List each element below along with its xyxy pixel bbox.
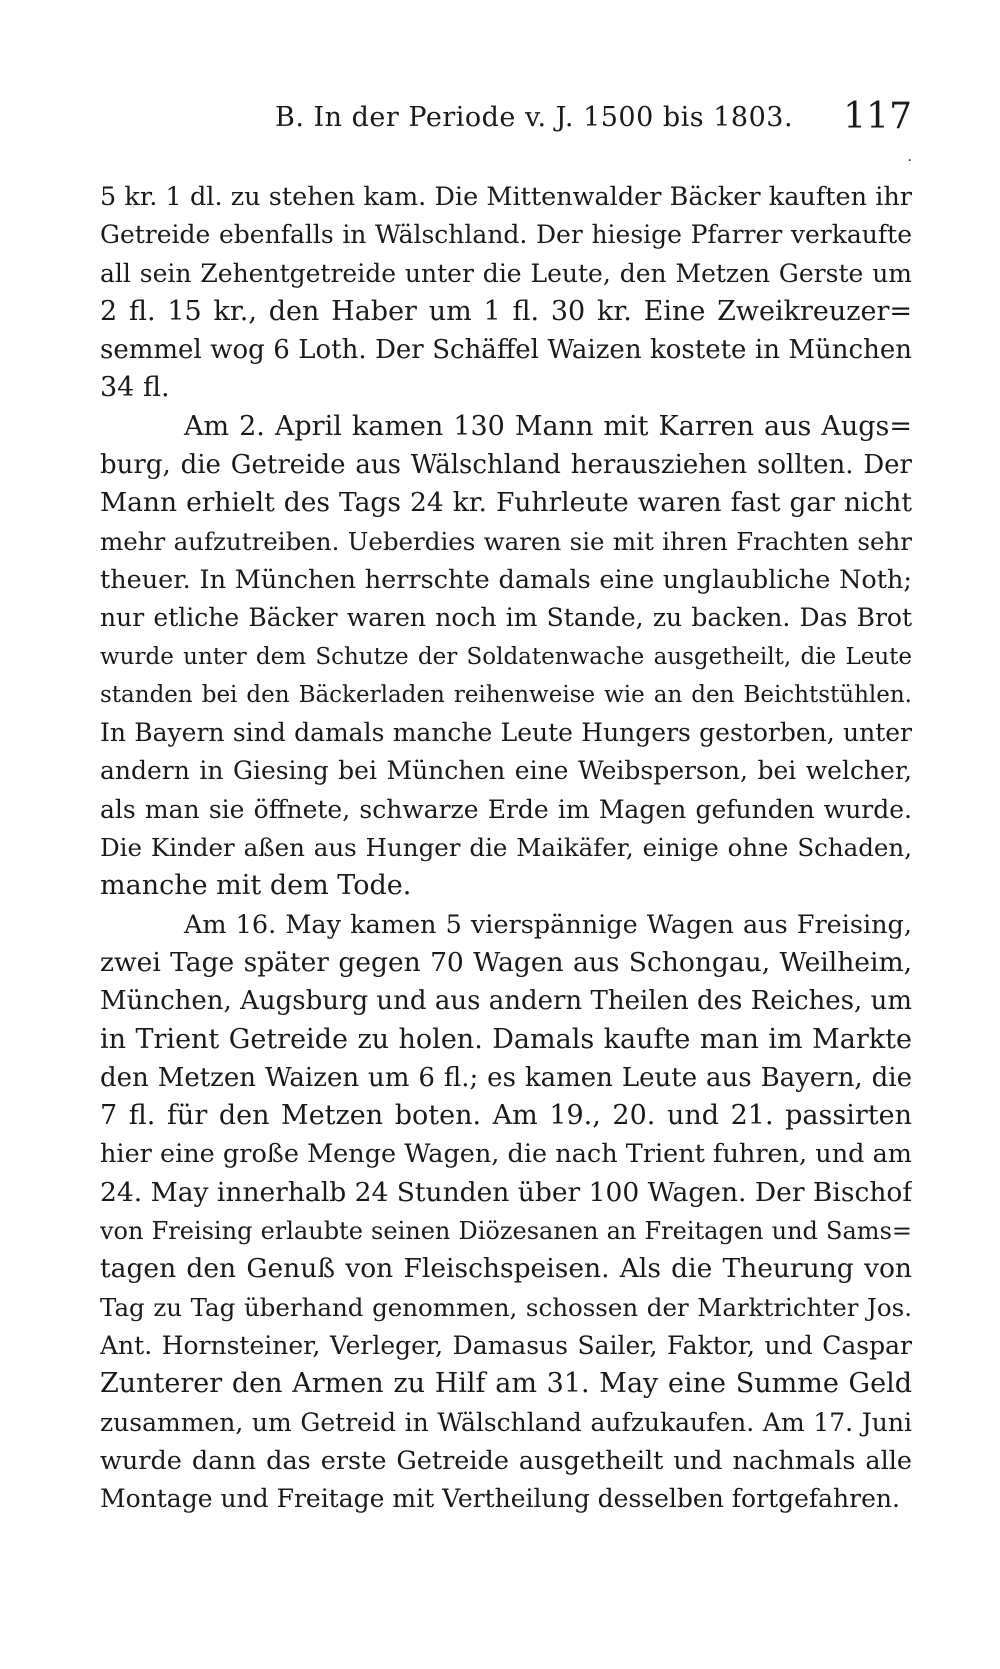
text-line: 2 fl. 15 kr., den Haber um 1 fl. 30 kr. Eine Zweikreuzer=: [100, 295, 912, 327]
text-line: Die Kinder aßen aus Hunger die Maikäfer, einige ohne Schaden,: [100, 833, 912, 863]
text-line: Am 16. May kamen 5 vierspännige Wagen aus Freising,: [184, 909, 912, 940]
text-line: von Freising erlaubte seinen Diözesanen an Freitagen und Sams=: [100, 1217, 912, 1246]
page-body: [100, 178, 912, 1518]
text-line: den Metzen Waizen um 6 fl.; es kamen Leute aus Bayern, die: [100, 1062, 912, 1093]
text-line: Ant. Hornsteiner, Verleger, Damasus Sailer, Faktor, und Caspar: [100, 1330, 912, 1360]
text-line: Montage und Freitage mit Vertheilung desselben fortgefahren.: [100, 1484, 900, 1514]
paragraph: [100, 408, 912, 906]
text-line: andern in Giesing bei München eine Weibsperson, bei welcher,: [100, 756, 912, 786]
text-line: nur etliche Bäcker waren noch im Stande, zu backen. Das Brot: [100, 603, 912, 633]
text-line: tagen den Genuß von Fleischspeisen. Als die Theurung von: [100, 1253, 912, 1285]
text-line: in Trient Getreide zu holen. Damals kaufte man im Markte: [100, 1023, 912, 1055]
paragraph: [100, 906, 912, 1519]
text-line: burg, die Getreide aus Wälschland herausziehen sollten. Der: [100, 450, 912, 481]
text-line: 34 fl.: [100, 372, 170, 404]
text-line: standen bei den Bäckerladen reihenweise wie an den Beichtstühlen.: [100, 681, 912, 708]
text-line: als man sie öffnete, schwarze Erde im Magen gefunden wurde.: [100, 794, 912, 824]
page-number: 117: [843, 96, 912, 137]
text-line: Zunterer den Armen zu Hilf am 31. May eine Summe Geld: [100, 1368, 912, 1400]
text-line: semmel wog 6 Loth. Der Schäffel Waizen kostete in München: [100, 335, 912, 366]
text-line: zusammen, um Getreid in Wälschland aufzukaufen. Am 17. Juni: [100, 1407, 912, 1437]
text-line: München, Augsburg und aus andern Theilen des Reiches, um: [100, 986, 912, 1017]
text-line: Getreide ebenfalls in Wälschland. Der hiesige Pfarrer verkaufte: [100, 220, 912, 250]
text-line: manche mit dem Tode.: [100, 870, 412, 902]
text-line: hier eine große Menge Wagen, die nach Trient fuhren, und am: [100, 1139, 912, 1170]
header-mark: ·: [907, 153, 912, 169]
running-head: B. In der Periode v. J. 1500 bis 1803.: [275, 102, 794, 133]
text-line: all sein Zehentgetreide unter die Leute, den Metzen Gerste um: [100, 258, 912, 288]
text-line: In Bayern sind damals manche Leute Hungers gestorben, unter: [100, 718, 912, 748]
text-line: 24. May innerhalb 24 Stunden über 100 Wagen. Der Bischof: [100, 1176, 912, 1208]
text-line: 5 kr. 1 dl. zu stehen kam. Die Mittenwalder Bäcker kauften ihr: [100, 182, 912, 212]
text-line: mehr aufzutreiben. Ueberdies waren sie mit ihren Frachten sehr: [100, 526, 912, 556]
page-header: [100, 96, 912, 169]
text-line: wurde unter dem Schutze der Soldatenwache ausgetheilt, die Leute: [100, 643, 912, 670]
text-line: wurde dann das erste Getreide ausgetheilt und nachmals alle: [100, 1445, 912, 1476]
text-line: 7 fl. für den Metzen boten. Am 19., 20. und 21. passirten: [100, 1100, 912, 1132]
text-line: Am 2. April kamen 130 Mann mit Karren aus Augs=: [184, 410, 912, 442]
text-line: theuer. In München herrschte damals eine unglaubliche Noth;: [100, 564, 912, 595]
text-line: Tag zu Tag überhand genommen, schossen der Marktrichter Jos.: [100, 1292, 912, 1322]
text-line: zwei Tage später gegen 70 Wagen aus Schongau, Weilheim,: [100, 946, 912, 978]
paragraph: [100, 178, 912, 408]
text-line: Mann erhielt des Tags 24 kr. Fuhrleute waren fast gar nicht: [100, 487, 912, 519]
